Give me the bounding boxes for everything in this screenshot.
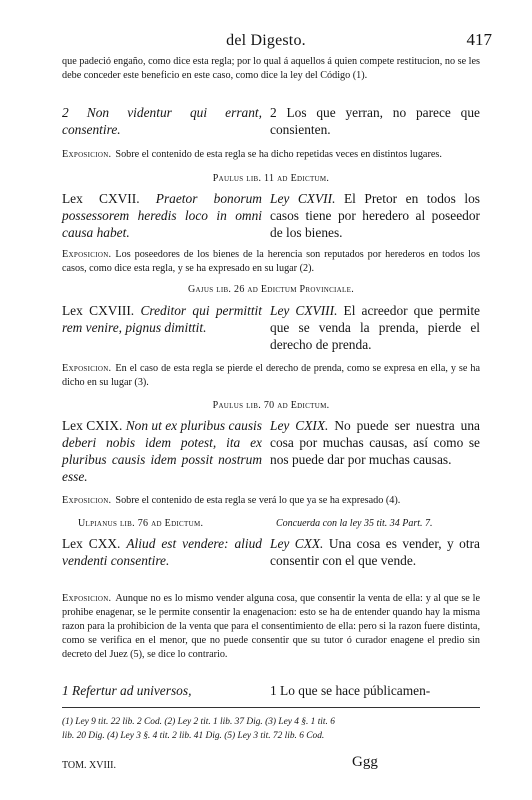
exposicion-text: En el caso de esta regla se pierde el derecho de prenda, como se expresa en ella, y se ha dicho en su lugar (3).: [62, 363, 480, 388]
exposicion-text: Aunque no es lo mismo vender alguna cosa, que consentir la venta de ella: y al que se le prohibe enagenar, se le permite consentir la enagenacion: esto se ha de entender quando hay la misma razon para la prohibicion de la venta que para el consentimiento de ella: pero si la razon fuere distinta, como se verifica en el menor, que no puede consentir que su tutor ó curador enagene el predio sin decreto del Juez (5), se dice lo contrario.: [62, 593, 480, 660]
ley-number: Ley CXVIII.: [270, 303, 338, 318]
exposicion-text: Sobre el contenido de esta regla se ha dicho repetidas veces en distintos lugares.: [115, 149, 442, 160]
ley-number: Ley CXVII.: [270, 191, 336, 206]
footnote-line-1: (1) Ley 9 tit. 22 lib. 2 Cod. (2) Ley 2 tit. 1 lib. 37 Dig. (3) Ley 4 §. 1 tit. 6: [62, 717, 335, 727]
footnote-line-2: lib. 20 Dig. (4) Ley 3 §. 4 tit. 2 lib. 41 Dig. (5) Ley 3 tit. 72 lib. 6 Cod.: [62, 731, 325, 741]
lex-number: Lex CXIX.: [62, 418, 123, 433]
spanish-ley-cxviii: [270, 302, 480, 353]
latin-lex-cxix: [62, 417, 262, 485]
spanish-rule-2: 2 Los que yerran, no parece que consienten.: [270, 105, 480, 137]
ley-text: El acreedor que permite que se venda la prenda, pierde el derecho de prenda.: [270, 303, 480, 352]
spanish-ley-cxvii: [270, 190, 480, 241]
exposicion-label: Exposicion.: [62, 149, 112, 160]
exposicion-text: Sobre el contenido de esta regla se verá lo que ya se ha expresado (4).: [115, 495, 401, 506]
exposicion-cxviii: [62, 362, 480, 390]
running-title: del Digesto.: [226, 32, 306, 49]
exposicion-label: Exposicion.: [62, 249, 112, 260]
exposicion-label: Exposicion.: [62, 363, 112, 374]
exposicion-rule-2: [62, 148, 480, 162]
footnote-rule: [62, 707, 480, 708]
ley-number: Ley CXX.: [270, 536, 324, 551]
exposicion-cxx: [62, 592, 480, 662]
source-cxvii: Paulus lib. 11 ad Edictum.: [212, 173, 330, 184]
exposicion-label: Exposicion.: [62, 495, 112, 506]
source-cxix: Paulus lib. 70 ad Edictum.: [212, 400, 330, 411]
source-cxviii: Gajus lib. 26 ad Edictum Provinciale.: [188, 284, 354, 295]
source-cxx-left: Ulpianus lib. 76 ad Edictum.: [78, 518, 204, 529]
lex-number: Lex CXX.: [62, 536, 121, 551]
spanish-rule-1: 1 Lo que se hace públicamen-: [270, 683, 431, 698]
latin-lex-cxviii: [62, 302, 262, 336]
ley-text: El Pretor en todos los casos tiene por heredero al poseedor de los bienes.: [270, 191, 480, 240]
source-cxx-right: Concuerda con la ley 35 tit. 34 Part. 7.: [276, 518, 433, 529]
gathering-mark: Ggg: [352, 754, 378, 770]
ley-text: No puede ser nuestra una cosa por muchas causas, así como se nos puede dar por muchas causas.: [270, 418, 480, 467]
exposicion-cxix: [62, 494, 480, 508]
lex-number: Lex CXVIII.: [62, 303, 135, 318]
lex-text: Non ut ex pluribus causis deberi nobis idem potest, ita ex pluribus causis idem possit nostrum esse.: [62, 418, 262, 484]
spanish-ley-cxix: [270, 417, 480, 468]
lex-text: Praetor bonorum possessorem heredis loco in omni causa habet.: [62, 191, 262, 240]
exposicion-cxvii: [62, 248, 480, 276]
signature-mark: TOM. XVIII.: [62, 760, 116, 771]
lex-text: Creditor qui permittit rem venire, pignus dimittit.: [62, 303, 262, 335]
exposicion-label: Exposicion.: [62, 593, 112, 604]
ley-number: Ley CXIX.: [270, 418, 329, 433]
latin-rule-2: 2 Non videntur qui errant, consentire.: [62, 105, 262, 137]
latin-lex-cxvii: [62, 190, 262, 241]
lex-text: Aliud est vendere: aliud vendenti consentire.: [62, 536, 262, 568]
lex-number: Lex CXVII.: [62, 191, 140, 206]
ley-text: Una cosa es vender, y otra consentir con el que vende.: [270, 536, 480, 568]
latin-lex-cxx: [62, 535, 262, 569]
spanish-ley-cxx: [270, 535, 480, 569]
exposicion-text: Los poseedores de los bienes de la herencia son reputados por herederos en todos los casos, como dice esta regla, y se ha expresado en su lugar (2).: [62, 249, 480, 274]
intro-paragraph: que padeció engaño, como dice esta regla; por lo qual á aquellos á quien compete restitucion, no se les debe conceder este beneficio en este caso, como dice la ley del Código (1).: [62, 56, 480, 81]
page-number: 417: [466, 30, 492, 49]
latin-rule-1: 1 Refertur ad universos,: [62, 683, 192, 698]
